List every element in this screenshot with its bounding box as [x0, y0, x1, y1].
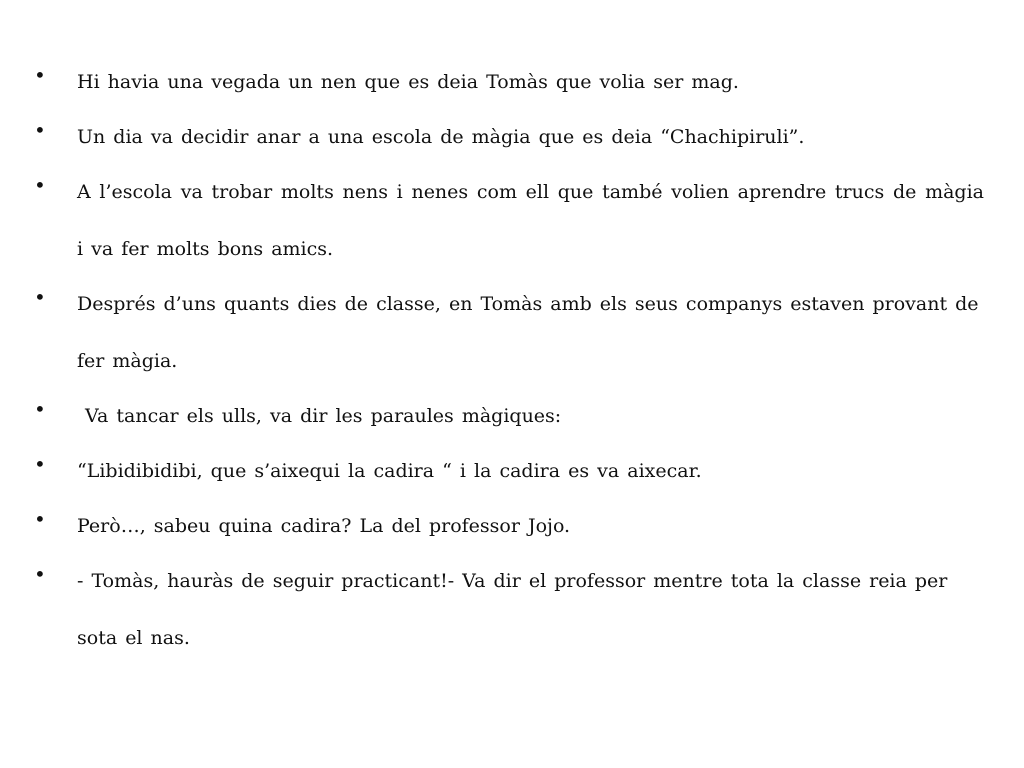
bullet-point-icon: • — [34, 285, 46, 309]
bullet-item-3 — [34, 164, 984, 278]
bullet-item-7 — [34, 498, 984, 555]
bullet-point-icon: • — [34, 118, 46, 142]
bullet-point-icon: • — [34, 452, 46, 476]
bullet-item-6 — [34, 443, 984, 500]
bullet-item-4 — [34, 276, 984, 390]
bullet-text: Després d’uns quants dies de classe, en Tomàs amb els seus companys estaven provant de fer màgia. — [77, 293, 979, 372]
bullet-text: “Libidibidibi, que s’aixequi la cadira “ i la cadira es va aixecar. — [77, 460, 702, 482]
bullet-text: A l’escola va trobar molts nens i nenes com ell que també volien aprendre trucs de màgia i va fer molts bons amics. — [77, 181, 984, 260]
bullet-item-2 — [34, 109, 984, 166]
bullet-point-icon: • — [34, 397, 46, 421]
bullet-point-icon: • — [34, 507, 46, 531]
bullet-point-icon: • — [34, 562, 46, 586]
bullet-text: - Tomàs, hauràs de seguir practicant!- Va dir el professor mentre tota la classe reia per sota el nas. — [77, 570, 948, 649]
bullet-item-5 — [34, 388, 984, 445]
bullet-point-icon: • — [34, 173, 46, 197]
bullet-item-1 — [34, 54, 984, 111]
bullet-item-8 — [34, 553, 984, 667]
bullet-text: Va tancar els ulls, va dir les paraules màgiques: — [77, 405, 562, 427]
bullet-text: Però…, sabeu quina cadira? La del professor Jojo. — [77, 515, 571, 537]
bullet-text: Hi havia una vegada un nen que es deia Tomàs que volia ser mag. — [77, 71, 739, 93]
bullet-list — [34, 62, 984, 667]
bullet-point-icon: • — [34, 63, 46, 87]
bullet-text: Un dia va decidir anar a una escola de màgia que es deia “Chachipiruli”. — [77, 126, 805, 148]
